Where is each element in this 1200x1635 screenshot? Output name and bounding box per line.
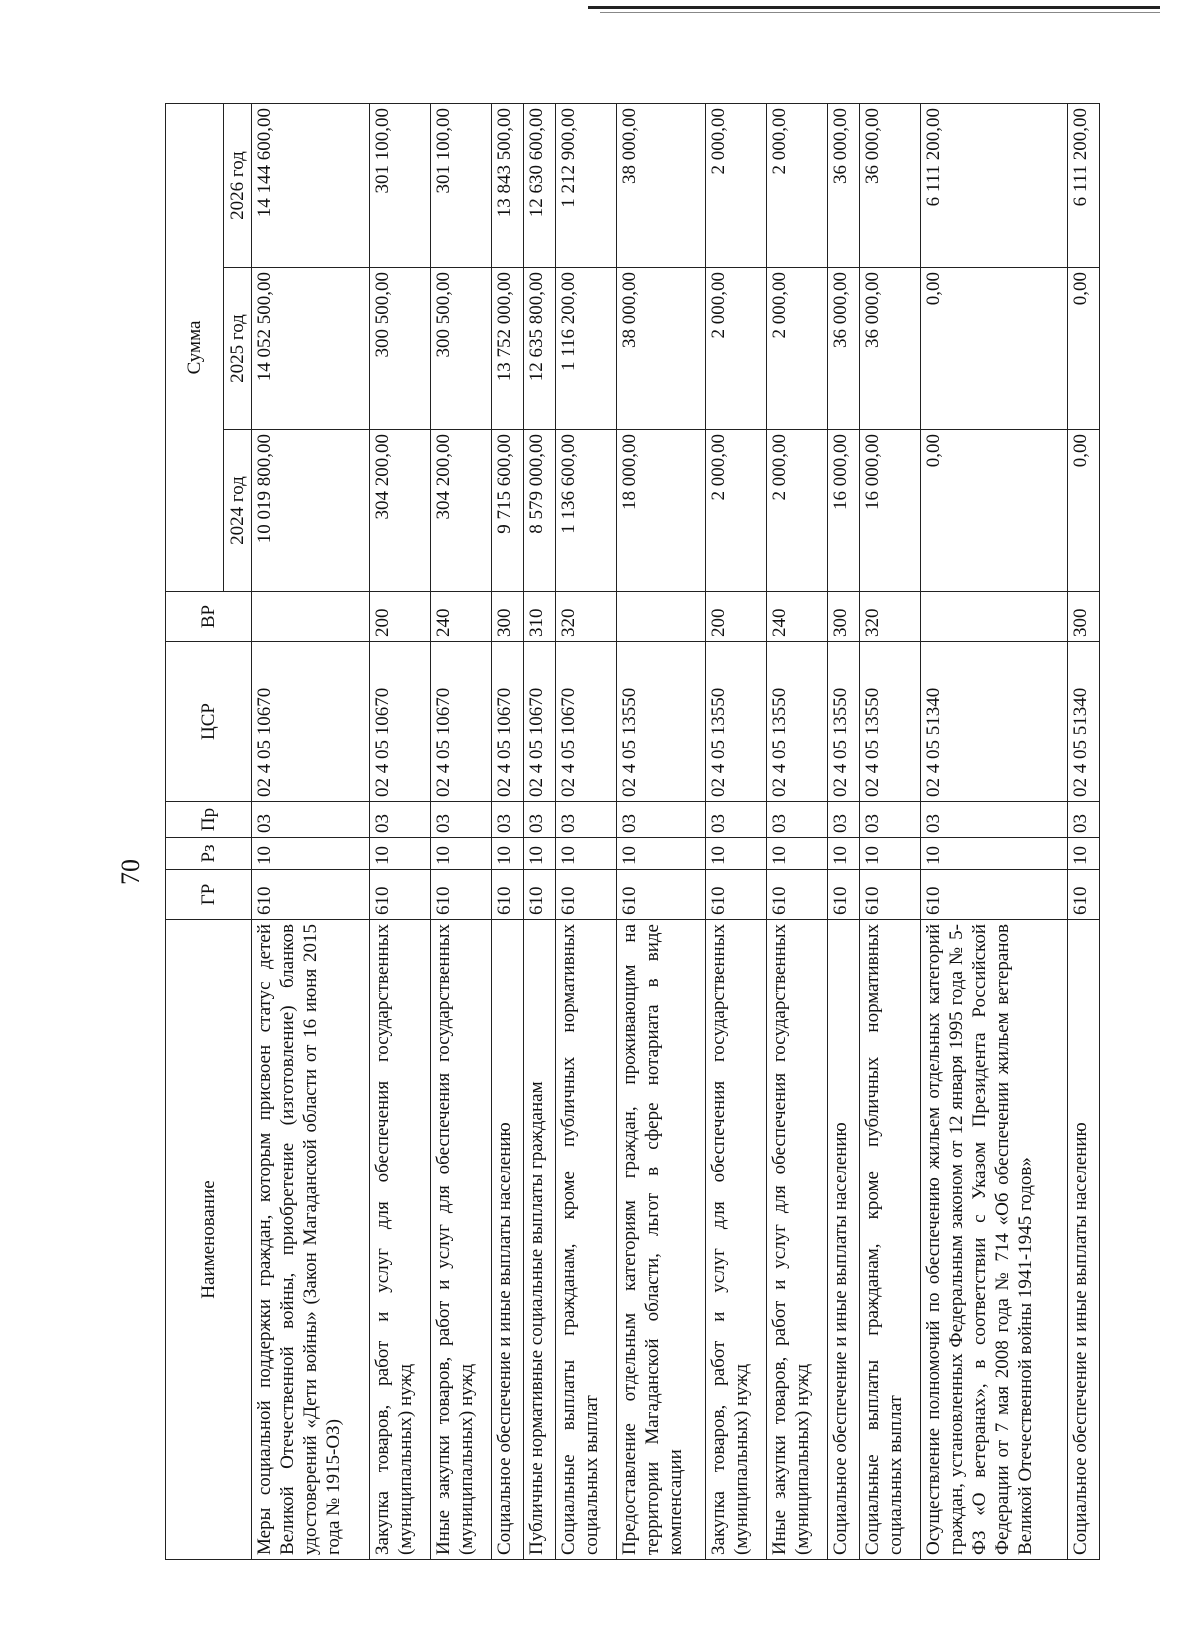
row-gr: 610 [921, 870, 1068, 920]
row-gr: 610 [1067, 870, 1099, 920]
row-2026: 6 111 200,00 [921, 104, 1068, 268]
row-2024: 0,00 [1067, 430, 1099, 592]
table-row [491, 104, 523, 1560]
row-2026: 301 100,00 [430, 104, 491, 268]
row-2025: 12 635 800,00 [523, 268, 555, 430]
budget-table-rotated [165, 104, 1100, 1560]
row-rz: 10 [767, 838, 828, 870]
table-row [828, 104, 860, 1560]
row-2025: 38 000,00 [616, 268, 705, 430]
header-2024: 2024 год [224, 430, 252, 592]
table-row [921, 104, 1068, 1560]
row-name: Закупка товаров, работ и услуг для обеспечения государственных (муниципальных) нужд [369, 920, 430, 1560]
table-row [369, 104, 430, 1560]
table-row [523, 104, 555, 1560]
row-rz: 10 [369, 838, 430, 870]
top-border-line [588, 6, 1160, 9]
row-2026: 38 000,00 [616, 104, 705, 268]
row-name: Закупка товаров, работ и услуг для обеспечения государственных (муниципальных) нужд [706, 920, 767, 1560]
top-border-line-thin [600, 12, 1160, 13]
row-2026: 301 100,00 [369, 104, 430, 268]
row-vr [921, 592, 1068, 642]
row-2025: 2 000,00 [767, 268, 828, 430]
row-2024: 16 000,00 [828, 430, 860, 592]
row-2025: 13 752 000,00 [491, 268, 523, 430]
row-rz: 10 [523, 838, 555, 870]
row-rz: 10 [556, 838, 617, 870]
row-2026: 13 843 500,00 [491, 104, 523, 268]
row-csr: 02 4 05 10670 [252, 642, 370, 802]
row-2024: 9 715 600,00 [491, 430, 523, 592]
row-vr: 320 [860, 592, 921, 642]
row-pr: 03 [523, 802, 555, 838]
row-2024: 0,00 [921, 430, 1068, 592]
row-csr: 02 4 05 51340 [921, 642, 1068, 802]
row-name: Предоставление отдельным категориям граждан, проживающим на территории Магаданской области, льгот в сфере нотариата в виде компенсации [616, 920, 705, 1560]
row-gr: 610 [252, 870, 370, 920]
row-rz: 10 [921, 838, 1068, 870]
row-name: Социальное обеспечение и иные выплаты населению [828, 920, 860, 1560]
row-2026: 1 212 900,00 [556, 104, 617, 268]
row-csr: 02 4 05 10670 [430, 642, 491, 802]
table-row [556, 104, 617, 1560]
header-2025: 2025 год [224, 268, 252, 430]
row-rz: 10 [252, 838, 370, 870]
row-vr: 300 [828, 592, 860, 642]
row-rz: 10 [616, 838, 705, 870]
table-row [430, 104, 491, 1560]
row-2026: 36 000,00 [828, 104, 860, 268]
row-pr: 03 [491, 802, 523, 838]
row-pr: 03 [556, 802, 617, 838]
row-pr: 03 [430, 802, 491, 838]
row-vr: 310 [523, 592, 555, 642]
row-gr: 610 [767, 870, 828, 920]
row-rz: 10 [860, 838, 921, 870]
row-vr: 200 [369, 592, 430, 642]
row-name: Меры социальной поддержки граждан, которым присвоен статус детей Великой Отечественной войны, приобретение (изготовление) бланков удостоверений «Дети войны» (Закон Магаданской области от 16 июня 2015 года № 1915-ОЗ) [252, 920, 370, 1560]
row-2026: 2 000,00 [706, 104, 767, 268]
row-2026: 2 000,00 [767, 104, 828, 268]
row-rz: 10 [706, 838, 767, 870]
budget-table [165, 103, 1100, 1560]
row-gr: 610 [430, 870, 491, 920]
row-rz: 10 [491, 838, 523, 870]
row-pr: 03 [252, 802, 370, 838]
row-pr: 03 [860, 802, 921, 838]
page-number: 70 [116, 859, 145, 885]
row-2024: 304 200,00 [369, 430, 430, 592]
row-2026: 12 630 600,00 [523, 104, 555, 268]
row-name: Осуществление полномочий по обеспечению жильем отдельных категорий граждан, установленных Федеральным законом от 12 января 1995 года № 5-ФЗ «О ветеранах», в соответствии с Указом Президента Российской Федерации от 7 мая 2008 года № 714 «Об обеспечении жильем ветеранов Великой Отечественной войны 1941-1945 годов» [921, 920, 1068, 1560]
row-gr: 610 [828, 870, 860, 920]
row-csr: 02 4 05 13550 [860, 642, 921, 802]
row-name: Социальные выплаты гражданам, кроме публичных нормативных социальных выплат [556, 920, 617, 1560]
row-csr: 02 4 05 13550 [616, 642, 705, 802]
row-pr: 03 [828, 802, 860, 838]
row-rz: 10 [430, 838, 491, 870]
row-csr: 02 4 05 10670 [491, 642, 523, 802]
row-name: Иные закупки товаров, работ и услуг для обеспечения государственных (муниципальных) нужд [767, 920, 828, 1560]
row-2024: 2 000,00 [706, 430, 767, 592]
row-pr: 03 [616, 802, 705, 838]
row-rz: 10 [1067, 838, 1099, 870]
header-pr: Пр [166, 802, 252, 838]
row-csr: 02 4 05 10670 [523, 642, 555, 802]
table-row [616, 104, 705, 1560]
header-rz: Рз [166, 838, 252, 870]
header-csr: ЦСР [166, 642, 252, 802]
row-pr: 03 [1067, 802, 1099, 838]
row-vr: 300 [1067, 592, 1099, 642]
row-csr: 02 4 05 13550 [706, 642, 767, 802]
row-2025: 36 000,00 [828, 268, 860, 430]
row-vr [252, 592, 370, 642]
row-gr: 610 [706, 870, 767, 920]
header-vr: ВР [166, 592, 252, 642]
row-2025: 300 500,00 [369, 268, 430, 430]
header-gr: ГР [166, 870, 252, 920]
row-2024: 10 019 800,00 [252, 430, 370, 592]
row-vr: 240 [767, 592, 828, 642]
row-2025: 0,00 [921, 268, 1068, 430]
row-vr [616, 592, 705, 642]
row-2024: 16 000,00 [860, 430, 921, 592]
row-2024: 304 200,00 [430, 430, 491, 592]
row-vr: 240 [430, 592, 491, 642]
row-2026: 14 144 600,00 [252, 104, 370, 268]
row-csr: 02 4 05 51340 [1067, 642, 1099, 802]
row-name: Иные закупки товаров, работ и услуг для обеспечения государственных (муниципальных) нужд [430, 920, 491, 1560]
row-2024: 8 579 000,00 [523, 430, 555, 592]
row-gr: 610 [491, 870, 523, 920]
row-gr: 610 [369, 870, 430, 920]
row-gr: 610 [860, 870, 921, 920]
header-sum: Сумма [166, 104, 224, 592]
row-2025: 0,00 [1067, 268, 1099, 430]
header-2026: 2026 год [224, 104, 252, 268]
row-2025: 1 116 200,00 [556, 268, 617, 430]
row-2024: 2 000,00 [767, 430, 828, 592]
table-row [860, 104, 921, 1560]
header-name: Наименование [166, 920, 252, 1560]
row-2025: 36 000,00 [860, 268, 921, 430]
row-vr: 200 [706, 592, 767, 642]
row-name: Социальные выплаты гражданам, кроме публичных нормативных социальных выплат [860, 920, 921, 1560]
row-csr: 02 4 05 13550 [767, 642, 828, 802]
row-2025: 14 052 500,00 [252, 268, 370, 430]
row-name: Публичные нормативные социальные выплаты гражданам [523, 920, 555, 1560]
row-gr: 610 [556, 870, 617, 920]
row-2026: 6 111 200,00 [1067, 104, 1099, 268]
row-csr: 02 4 05 10670 [369, 642, 430, 802]
row-pr: 03 [369, 802, 430, 838]
table-row [706, 104, 767, 1560]
row-2025: 2 000,00 [706, 268, 767, 430]
row-pr: 03 [767, 802, 828, 838]
row-name: Социальное обеспечение и иные выплаты населению [1067, 920, 1099, 1560]
row-name: Социальное обеспечение и иные выплаты населению [491, 920, 523, 1560]
row-rz: 10 [828, 838, 860, 870]
row-pr: 03 [921, 802, 1068, 838]
row-2024: 18 000,00 [616, 430, 705, 592]
table-row [767, 104, 828, 1560]
row-2024: 1 136 600,00 [556, 430, 617, 592]
row-csr: 02 4 05 10670 [556, 642, 617, 802]
row-vr: 320 [556, 592, 617, 642]
table-row [1067, 104, 1099, 1560]
row-gr: 610 [616, 870, 705, 920]
row-csr: 02 4 05 13550 [828, 642, 860, 802]
table-body [252, 104, 1100, 1560]
table-header-row [166, 104, 224, 1560]
row-pr: 03 [706, 802, 767, 838]
row-2026: 36 000,00 [860, 104, 921, 268]
row-2025: 300 500,00 [430, 268, 491, 430]
table-row [252, 104, 370, 1560]
row-gr: 610 [523, 870, 555, 920]
row-vr: 300 [491, 592, 523, 642]
